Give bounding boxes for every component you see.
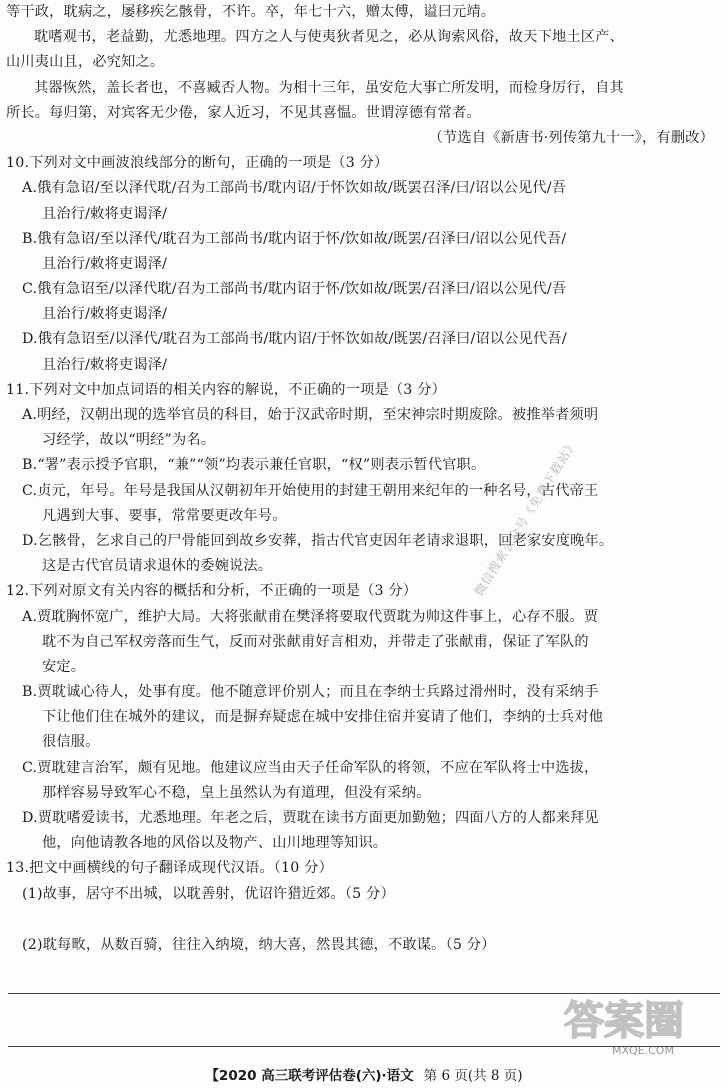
q13-sentence-2: (2)耽每畋，从数百骑，往往入纳境，纳大喜，然畏其德，不敢谋。（5 分）	[22, 936, 496, 953]
footer-title: 【2020 高三联考评估卷(六)·语文	[205, 1068, 414, 1084]
q10-option-a: A.俄有急诏/至以泽代耽/召为工部尚书/耽内诏/于怀饮如故/既罢召泽/曰/诏以公见代/吾	[22, 180, 567, 197]
q11-option-a-cont: 习经学，故以“明经”为名。	[42, 432, 216, 449]
q10-option-b: B.俄有急诏/至以泽代/耽召为工部尚书/耽内诏于怀/饮如故/既罢/召泽曰/诏以公见代吾/	[22, 230, 567, 247]
q10-option-a-cont: 且治行/敕将吏谒泽/	[42, 205, 168, 222]
question-13-stem: 13.把文中画横线的句子翻译成现代汉语。（10 分）	[6, 860, 333, 877]
passage-line: 等干政，耽病之，屡移疾乞骸骨，不许。卒，年七十六，赠太傅，谥曰元靖。	[6, 4, 496, 20]
question-11-stem: 11.下列对文中加点词语的相关内容的解说，不正确的一项是（3 分）	[6, 381, 446, 398]
q12-option-a: A.贾耽胸怀宽广，维护大局。大将张献甫在樊泽将要取代贾耽为帅这件事上，心存不服。贾	[22, 608, 599, 625]
stamp-url: MXQE.COM	[612, 1044, 674, 1057]
q11-option-c: C.贞元，年号。年号是我国从汉朝初年开始使用的封建王朝用来纪年的一种名号，古代帝王	[22, 482, 599, 499]
q12-option-d-cont: 他，向他请教各地的风俗以及物产、山川地理等知识。	[42, 835, 388, 852]
stamp-logo-icon	[560, 990, 710, 1050]
question-10-stem: 10.下列对文中画波浪线部分的断句，正确的一项是（3 分）	[6, 155, 389, 172]
q11-option-d-cont: 这是古代官员请求退休的委婉说法。	[42, 558, 273, 575]
q11-option-c-cont: 凡遇到大事、要事，常常要更改年号。	[42, 507, 287, 524]
q10-option-d-cont: 且治行/敕将吏谒泽/	[42, 356, 168, 373]
q12-option-b-cont: 很信服。	[42, 734, 100, 751]
question-12-stem: 12.下列对原文有关内容的概括和分析，不正确的一项是（3 分）	[6, 583, 418, 600]
page-number: 第 6 页(共 8 页)	[423, 1068, 523, 1084]
q10-option-d: D.俄有急诏至/以泽代/耽召为工部尚书/耽内诏/于怀饮如故/既罢/召泽曰/诏以公见代吾/	[22, 331, 567, 348]
q12-option-a-cont: 安定。	[42, 658, 86, 675]
passage-line: 其器恢然，盖长者也，不喜臧否人物。为相十三年，虽安危大事亡所发明，而检身厉行，自其	[34, 79, 624, 96]
q12-option-c: C.贾耽建言治军，颇有见地。他建议应当由天子任命军队的将领，不应在军队将士中选拔，	[22, 759, 599, 776]
q12-option-c-cont: 那样容易导致军心不稳，皇上虽然认为有道理，但没有采纳。	[42, 784, 431, 801]
watermark-text: 微信搜索公众号《免费下载站》	[471, 436, 581, 599]
q12-option-d: D.贾耽嗜爱读书，尤悉地理。年老之后，贾耽在读书方面更加勤勉；四面八方的人都来拜见	[22, 810, 599, 826]
answer-space	[6, 907, 718, 933]
passage-line: 耽嗜观书，老益勤，尤悉地理。四方之人与使夷狄者见之，必从询索风俗，故天下地土区产、	[34, 29, 624, 46]
q10-option-b-cont: 且治行/敕将吏谒泽/	[42, 255, 168, 272]
q12-option-b-cont: 下让他们住在城外的建议，而是摒弃疑虑在城中安排住宿并宴请了他们，李纳的士兵对他	[42, 709, 604, 726]
q10-option-c: C.俄有急诏至/以泽代耽/召为工部尚书/耽内诏于怀/饮如故/既罢/召泽曰/诏以公见代/吾	[22, 281, 567, 298]
q11-option-d: D.乞骸骨，乞求自己的尸骨能回到故乡安葬，指古代官吏因年老请求退职，回老家安度晚年。	[22, 532, 614, 549]
passage-source: （节选自《新唐书·列传第九十一》，有删改）	[428, 129, 714, 146]
passage-line: 所长。每归第，对宾客无少倦，家人近习，不见其喜愠。世谓淳德有常者。	[6, 104, 481, 121]
q12-option-b: B.贾耽诚心待人，处事有度。他不随意评价别人；而且在李纳士兵路过滑州时，没有采纳手	[22, 684, 599, 701]
page-content	[6, 0, 718, 958]
q11-option-b: B.“署”表示授予官职，“兼”“领”均表示兼任官职，“权”则表示暂代官职。	[22, 457, 486, 474]
q11-option-a: A.明经，汉朝出现的选举官员的科目，始于汉武帝时期，至宋神宗时期废除。被推举者须明	[22, 407, 599, 423]
q12-option-a-cont: 耽不为自己军权旁落而生气，反而对张献甫好言相劝，并带走了张献甫，保证了军队的	[42, 633, 589, 650]
q13-sentence-1: (1)故事，居守不出城，以耽善射，优诏许猎近郊。（5 分）	[22, 885, 395, 902]
stamp-logo-text: 答案圈	[564, 998, 684, 1044]
passage-line: 山川夷山且，必究知之。	[6, 54, 165, 71]
q10-option-c-cont: 且治行/敕将吏谒泽/	[42, 306, 168, 323]
page-footer	[0, 1064, 728, 1084]
